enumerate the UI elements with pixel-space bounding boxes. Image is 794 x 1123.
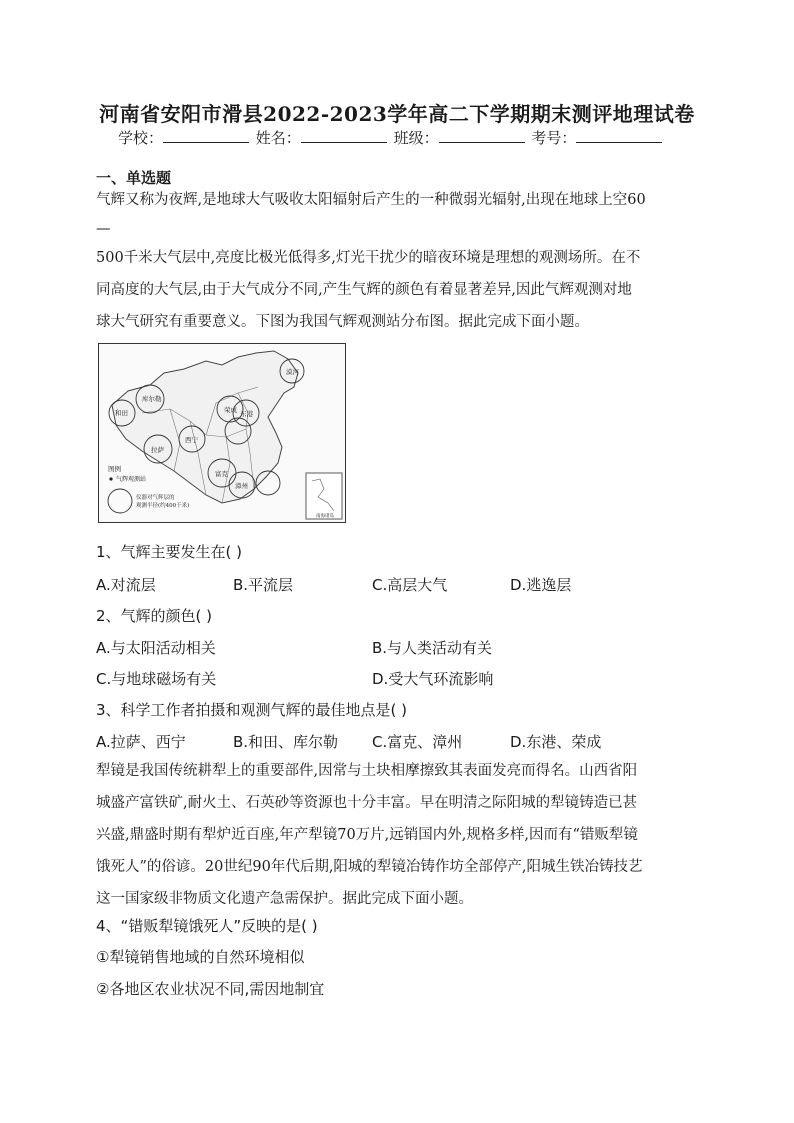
station-label: 西宁	[185, 436, 198, 444]
station-label: 漠河	[286, 368, 299, 376]
question-3-option-c[interactable]: C.富克、漳州	[372, 733, 463, 751]
name-blank	[301, 128, 387, 143]
passage-airglow	[96, 184, 708, 338]
passage-line: 兴盛,鼎盛时期有犁炉近百座,年产犁镜70万片,远销国内外,规格多样,因而有“错贩犁镜	[96, 827, 638, 843]
class-label: 班级：	[393, 129, 439, 147]
station-label: 拉萨	[151, 446, 164, 454]
question-3-option-d[interactable]: D.东港、荣成	[510, 733, 602, 751]
question-1-option-a[interactable]: A.对流层	[96, 576, 156, 594]
question-2-option-a[interactable]: A.与太阳活动相关	[96, 639, 216, 657]
legend-range-label: 仪器对气辉层的	[136, 495, 175, 501]
passage-line: 同高度的大气层,由于大气成分不同,产生气辉的颜色有着显著差异,因此气辉观测对地	[96, 282, 632, 298]
station-label: 库尔勒	[142, 395, 162, 403]
question-2-stem: 2、气辉的颜色( )	[96, 607, 213, 625]
station-label: 富克	[215, 470, 228, 478]
question-4-item-2: ②各地区农业状况不同,需因地制宜	[96, 980, 325, 998]
name-label: 姓名：	[255, 129, 301, 147]
passage-line: 这一国家级非物质文化遗产急需保护。据此完成下面小题。	[96, 891, 473, 907]
passage-line: 气辉又称为夜辉,是地球大气吸收太阳辐射后产生的一种微弱光辐射,出现在地球上空60	[96, 192, 646, 208]
exam-number-blank	[576, 128, 662, 143]
school-label: 学校：	[118, 129, 164, 147]
passage-line: 犁镜是我国传统耕犁上的重要部件,因常与土块相摩擦致其表面发亮而得名。山西省阳	[96, 763, 638, 779]
inset-frame	[306, 473, 342, 519]
legend-station-dot	[109, 477, 112, 480]
exam-number-label: 考号：	[531, 129, 577, 147]
question-1-option-c[interactable]: C.高层大气	[372, 576, 448, 594]
passage-line: 城盛产富铁矿,耐火土、石英砂等资源也十分丰富。早在明清之际阳城的犁镜铸造已甚	[96, 795, 638, 811]
station-label: 荣成	[224, 406, 237, 414]
passage-line: 球大气研究有重要意义。下图为我国气辉观测站分布图。据此完成下面小题。	[96, 314, 589, 330]
station-label: 漳州	[235, 482, 248, 490]
school-blank	[163, 128, 249, 143]
question-2-option-b[interactable]: B.与人类活动有关	[372, 639, 493, 657]
station-label: 和田	[115, 409, 128, 417]
question-1-option-b[interactable]: B.平流层	[233, 576, 294, 594]
question-2-option-d[interactable]: D.受大气环流影响	[372, 670, 494, 688]
legend-title: 图例	[108, 465, 121, 473]
question-3-option-b[interactable]: B.和田、库尔勒	[233, 733, 339, 751]
airglow-station-map	[98, 343, 346, 523]
question-4-item-1: ①犁镜销售地域的自然环境相似	[96, 948, 305, 966]
page-title: 河南省安阳市滑县2022-2023学年高二下学期期末测评地理试卷	[99, 102, 695, 126]
question-4-stem: 4、“错贩犁镜饿死人”反映的是( )	[96, 917, 318, 935]
legend-range-label: 观测半径(约400千米)	[136, 503, 190, 509]
student-info-row	[118, 127, 664, 148]
question-1-option-d[interactable]: D.逃逸层	[510, 576, 572, 594]
question-3-stem: 3、科学工作者拍摄和观测气辉的最佳地点是( )	[96, 701, 408, 719]
question-3-option-a[interactable]: A.拉萨、西宁	[96, 733, 186, 751]
section-heading: 一、单选题	[96, 169, 172, 187]
passage-plough	[96, 755, 708, 915]
station-label: 东港	[240, 410, 253, 418]
passage-line: —	[96, 221, 111, 237]
legend-station-label: 气辉观测站	[116, 476, 147, 483]
passage-line: 500千米大气层中,亮度比极光低得多,灯光干扰少的暗夜环境是理想的观测场所。在不	[96, 250, 641, 266]
question-2-option-c[interactable]: C.与地球磁场有关	[96, 670, 217, 688]
inset-label: 南海诸岛	[316, 514, 334, 519]
class-blank	[439, 128, 525, 143]
passage-line: 饿死人”的俗谚。20世纪90年代后期,阳城的犁镜冶铸作坊全部停产,阳城生铁冶铸技艺	[96, 859, 643, 875]
question-1-stem: 1、气辉主要发生在( )	[96, 543, 243, 561]
